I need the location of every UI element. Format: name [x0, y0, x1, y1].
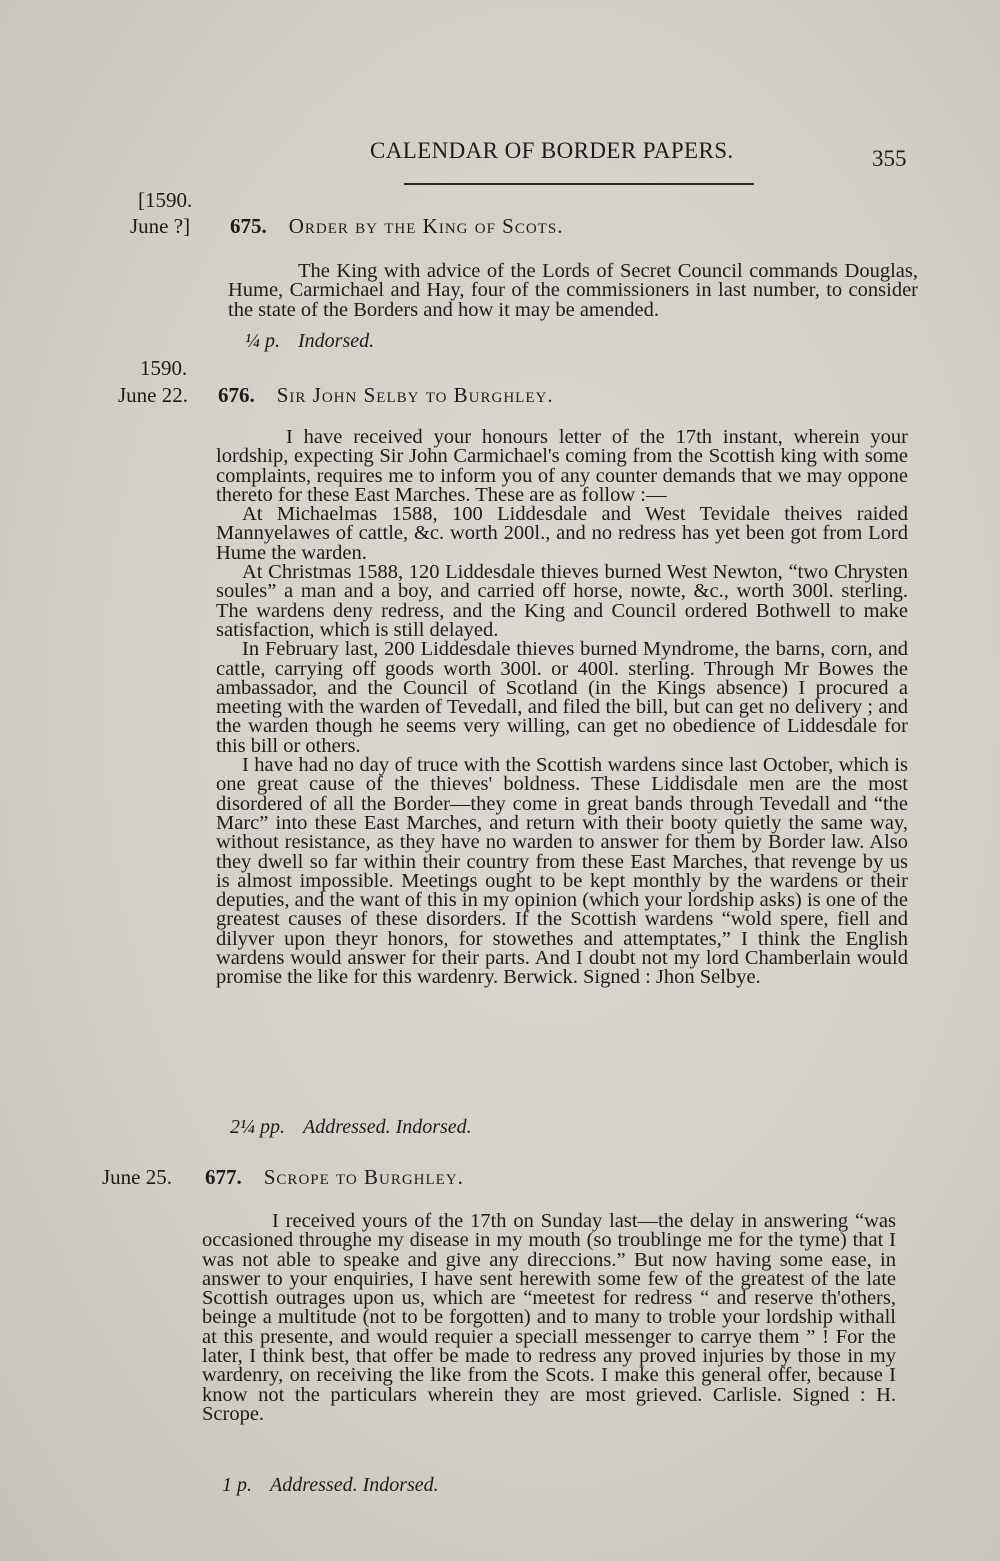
entry-675-size: ¼ p.: [245, 330, 280, 352]
entry-677-body: [202, 1212, 896, 1424]
entry-675-body: [228, 262, 918, 320]
entry-675-endorsement: Indorsed.: [298, 330, 375, 352]
page-number: 355: [872, 146, 907, 171]
entry-677-endorsement: Addressed. Indorsed.: [270, 1474, 439, 1496]
entry-676-paragraph-1: I have received your honours letter of the 17th instant, wherein your lordship, expecting Sir John Carmichael's coming from the Scottish king with some complaints, requires me to inform you of any counter demands that we may oppone thereto for these East Marches. These are as follow :—: [216, 426, 908, 506]
entry-675-paragraph: The King with advice of the Lords of Secret Council commands Douglas, Hume, Carmichael and Hay, four of the commissioners in last number, to consider the state of the Borders and how it may be amended.: [228, 260, 918, 321]
entry-676-body: [216, 428, 908, 988]
entry-676-endorsement: Addressed. Indorsed.: [303, 1116, 472, 1138]
entry-677-number: 677.: [205, 1165, 242, 1189]
entry-676-paragraph-5: I have had no day of truce with the Scottish wardens since last October, which is one great cause of the thieves' boldness. These Liddisdale men are the most disordered of all the Border—they come in great bands through Tevedall and “the Marc” into these East Marches, and return with their booty quietly the same way, without resistance, as they have no warden to answer for them by Border law. Also they dwell so far within their country from these East Marches, that revenge by us is almost impossible. Meetings ought to be kept monthly by the wardens or their deputies, and the want of this in my opinion (which your lordship asks) is one of the greatest causes of these disorders. If the Scottish wardens “wold spere, fiell and dilyver upon theyr honors, for stowethes and attemptates,” I think the English wardens would answer for their parts. And I doubt not my lord Chamberlain would promise the like for this wardenry. Berwick. Signed : Jhon Selbye.: [216, 754, 908, 989]
entry-675-heading: [230, 214, 563, 239]
entry-675-date-year: [1590.: [138, 188, 193, 212]
entry-677-paragraph: I received yours of the 17th on Sunday last—the delay in answering “was occasioned throughe my disease in my mouth (so troublinge me for the tyme) that I was not able to speake and give any direccions.” But now having some ease, in answer to your enquiries, I have sent herewith some few of the greatest of the late Scottish outrages upon us, which are “meetest for redress “ and reserve th'others, beinge a multitude (not to be forgotten) and to many to troble your lordship withall at this presente, and would requier a speciall messenger to carrye them ” ! For the later, I think best, that offer be made to redress any proved injuries by those in my wardenry, on receiving the like from the Scots. I make this general offer, because I know not the particulars wherein they are most grieved. Carlisle. Signed : H. Scrope.: [202, 1210, 896, 1425]
entry-676-note: [230, 1116, 472, 1139]
entry-676-paragraph-2: At Michaelmas 1588, 100 Liddesdale and West Tevidale theives raided Mannyelawes of cattle, &c. worth 200l., and no redress has yet been got from Lord Hume the warden.: [216, 503, 908, 564]
entry-676-paragraph-3: At Christmas 1588, 120 Liddesdale thieves burned West Newton, “two Chrysten soules” a man and a boy, and carried off horse, nowte, &c., worth 300l. sterling. The wardens deny redress, and the King and Council ordered Bothwell to make satisfaction, which is still delayed.: [216, 561, 908, 641]
entry-676-heading: [218, 383, 554, 408]
entry-676-date-day: June 22.: [118, 383, 188, 407]
running-title: CALENDAR OF BORDER PAPERS.: [370, 138, 734, 163]
entry-677-heading: [205, 1165, 464, 1190]
entry-677-note: [222, 1474, 439, 1497]
entry-676-number: 676.: [218, 383, 255, 407]
entry-677-date-day: June 25.: [102, 1165, 172, 1189]
entry-676-title: Sir John Selby to Burghley.: [276, 383, 554, 407]
entry-677-title: Scrope to Burghley.: [263, 1165, 464, 1189]
entry-675-note: [245, 330, 374, 353]
entry-676-size: 2¼ pp.: [230, 1116, 285, 1138]
entry-675-title: Order by the King of Scots.: [288, 214, 564, 238]
entry-677-size: 1 p.: [222, 1474, 252, 1496]
entry-676-paragraph-4: In February last, 200 Liddesdale thieves burned Myndrome, the barns, corn, and cattle, carrying off goods worth 300l. or 400l. sterling. Through Mr Bowes the ambassador, and the Council of Scotland (in the Kings absence) I procured a meeting with the warden of Tevedall, and filed the bill, but can get no delivery ; and the warden though he seems very willing, can get no obedience of Liddesdale for this bill or others.: [216, 638, 908, 757]
entry-676-date-year: 1590.: [140, 356, 188, 380]
entry-675-number: 675.: [230, 214, 267, 238]
entry-675-date-day: June ?]: [130, 214, 191, 238]
header-rule: [404, 183, 754, 185]
